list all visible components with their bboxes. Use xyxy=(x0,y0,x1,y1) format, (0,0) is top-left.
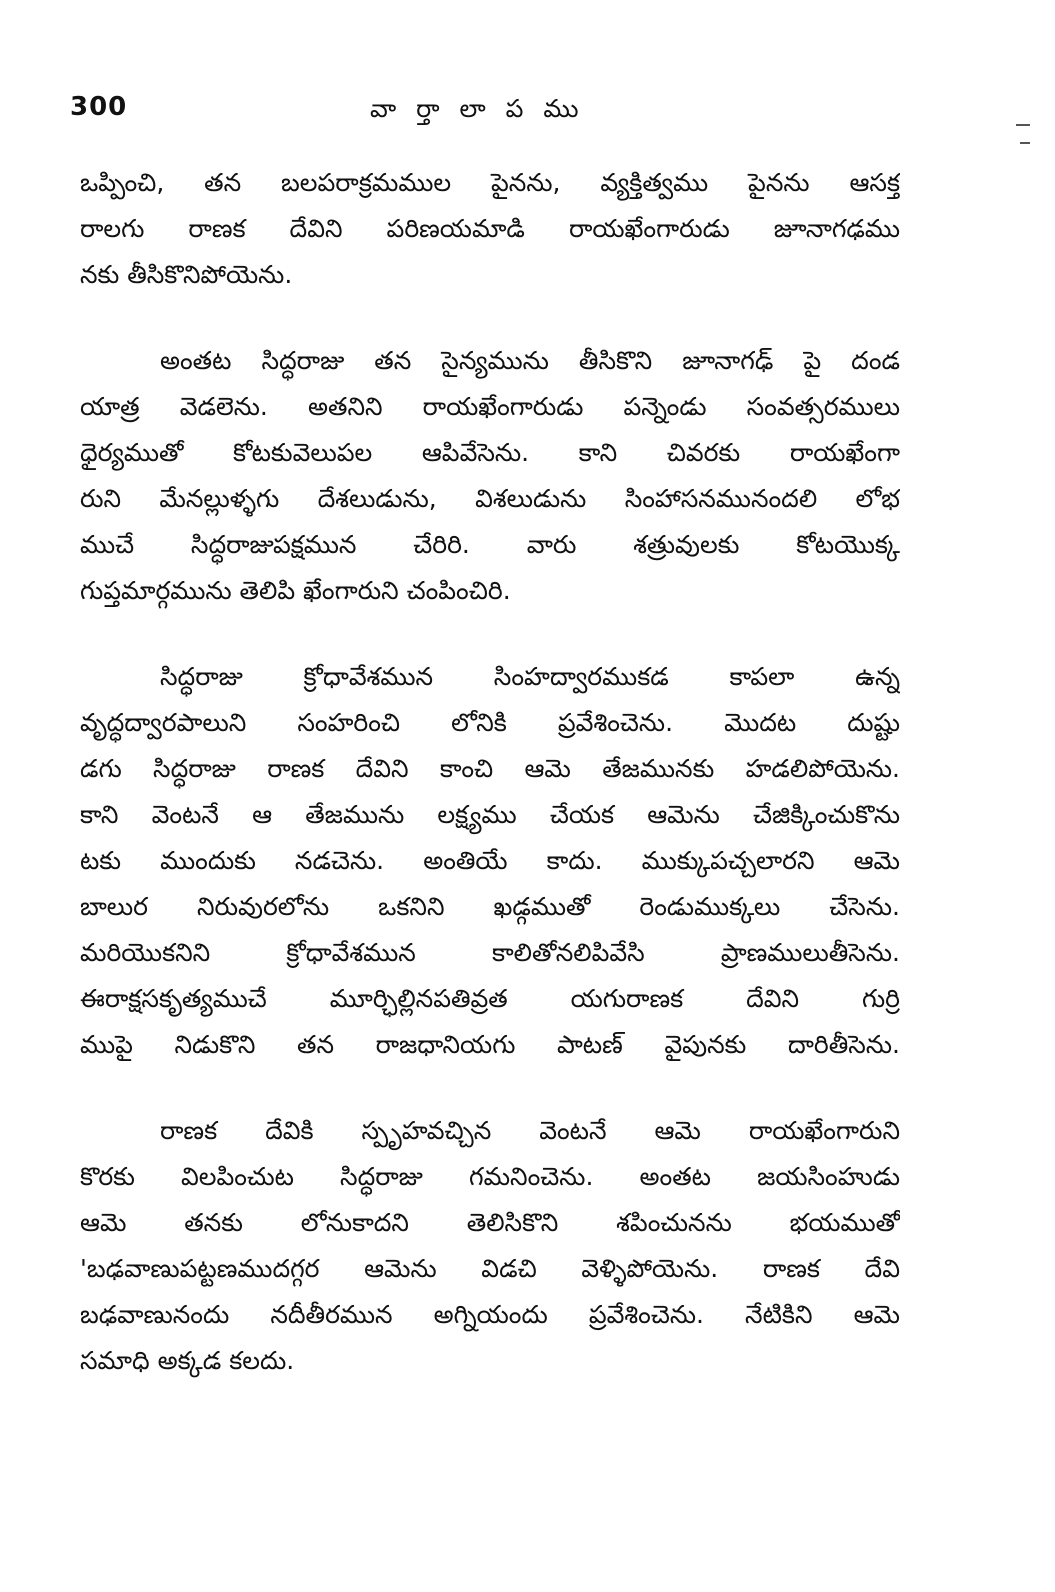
margin-scan-mark xyxy=(1020,142,1030,144)
text-line: రాణక దేవికి స్పృహవచ్చిన వెంటనే ఆమె రాయఖేంగారుని xyxy=(160,1116,900,1145)
text-line: రుని మేనల్లుళ్ళగు దేశలుడును, విశలుడును సింహాసనమునందలి లోభ xyxy=(80,484,900,513)
text-line: ముచే సిద్ధరాజుపక్షమున చేరిరి. వారు శత్రువులకు కోటయొక్క xyxy=(80,530,900,559)
body-text xyxy=(80,160,900,1384)
text-line: ఒప్పించి, తన బలపరాక్రమముల పైనను, వ్యక్తిత్వము పైనను ఆసక్త xyxy=(80,168,900,197)
text-line: 'బఢవాణుపట్టణముదగ్గర ఆమెను విడచి వెళ్ళిపోయెను. రాణక దేవి xyxy=(80,1254,900,1283)
text-line: ముపై నిడుకొని తన రాజధానియగు పాటణ్ వైపునకు దారితీసెను. xyxy=(80,1030,900,1059)
paragraph-4 xyxy=(80,1108,900,1384)
text-line: ధైర్యముతో కోటకువెలుపల ఆపివేసెను. కాని చివరకు రాయఖేంగా xyxy=(80,438,900,467)
margin-scan-mark xyxy=(1016,124,1030,126)
text-line: అంతట సిద్ధరాజు తన సైన్యమును తీసికొని జూనాగఢ్ పై దండ xyxy=(160,346,900,375)
text-line: టకు ముందుకు నడచెను. అంతియే కాదు. ముక్కుపచ్చలారని ఆమె xyxy=(80,846,900,875)
paragraph-3 xyxy=(80,654,900,1068)
text-line: ఈరాక్షసకృత్యముచే మూర్ఛిల్లినపతివ్రత యగురాణక దేవిని గుర్రి xyxy=(80,984,900,1013)
text-line: డగు సిద్ధరాజు రాణక దేవిని కాంచి ఆమె తేజమునకు హడలిపోయెను. xyxy=(80,754,900,783)
paragraph-1 xyxy=(80,160,900,298)
text-line: యాత్ర వెడలెను. అతనిని రాయఖేంగారుడు పన్నెండు సంవత్సరములు xyxy=(80,392,900,421)
text-line: బాలుర నిరువురలోను ఒకనిని ఖడ్గముతో రెండుముక్కలు చేసెను. xyxy=(80,892,900,921)
text-line: గుప్తమార్గమును తెలిపి ఖేంగారుని చంపించిరి. xyxy=(80,576,511,605)
text-line: వృద్ధద్వారపాలుని సంహరించి లోనికి ప్రవేశించెను. మొదట దుష్టు xyxy=(80,708,900,737)
text-line: సిద్ధరాజు క్రోధావేశమున సింహద్వారముకడ కాపలా ఉన్న xyxy=(160,662,900,691)
text-line: రాలగు రాణక దేవిని పరిణయమాడి రాయఖేంగారుడు జూనాగఢము xyxy=(80,214,900,243)
running-head: వా ర్తా లా ప ము xyxy=(370,94,585,123)
text-line: కొరకు విలపించుట సిద్ధరాజు గమనించెను. అంతట జయసింహుడు xyxy=(80,1162,900,1191)
page-header xyxy=(70,92,930,142)
text-line: నకు తీసికొనిపోయెను. xyxy=(80,260,293,289)
text-line: మరియొకనిని క్రోధావేశమున కాలితోనలిపివేసి ప్రాణములుతీసెను. xyxy=(80,938,900,967)
text-line: కాని వెంటనే ఆ తేజమును లక్ష్యము చేయక ఆమెను చేజిక్కించుకొను xyxy=(80,800,900,829)
paragraph-2 xyxy=(80,338,900,614)
text-line: సమాధి అక్కడ కలదు. xyxy=(80,1346,295,1375)
text-line: బఢవాణునందు నదీతీరమున అగ్నియందు ప్రవేశించెను. నేటికిని ఆమె xyxy=(80,1300,900,1329)
text-line: ఆమె తనకు లోనుకాదని తెలిసికొని శపించునను భయముతో xyxy=(80,1208,900,1237)
page-number: 300 xyxy=(70,92,128,122)
